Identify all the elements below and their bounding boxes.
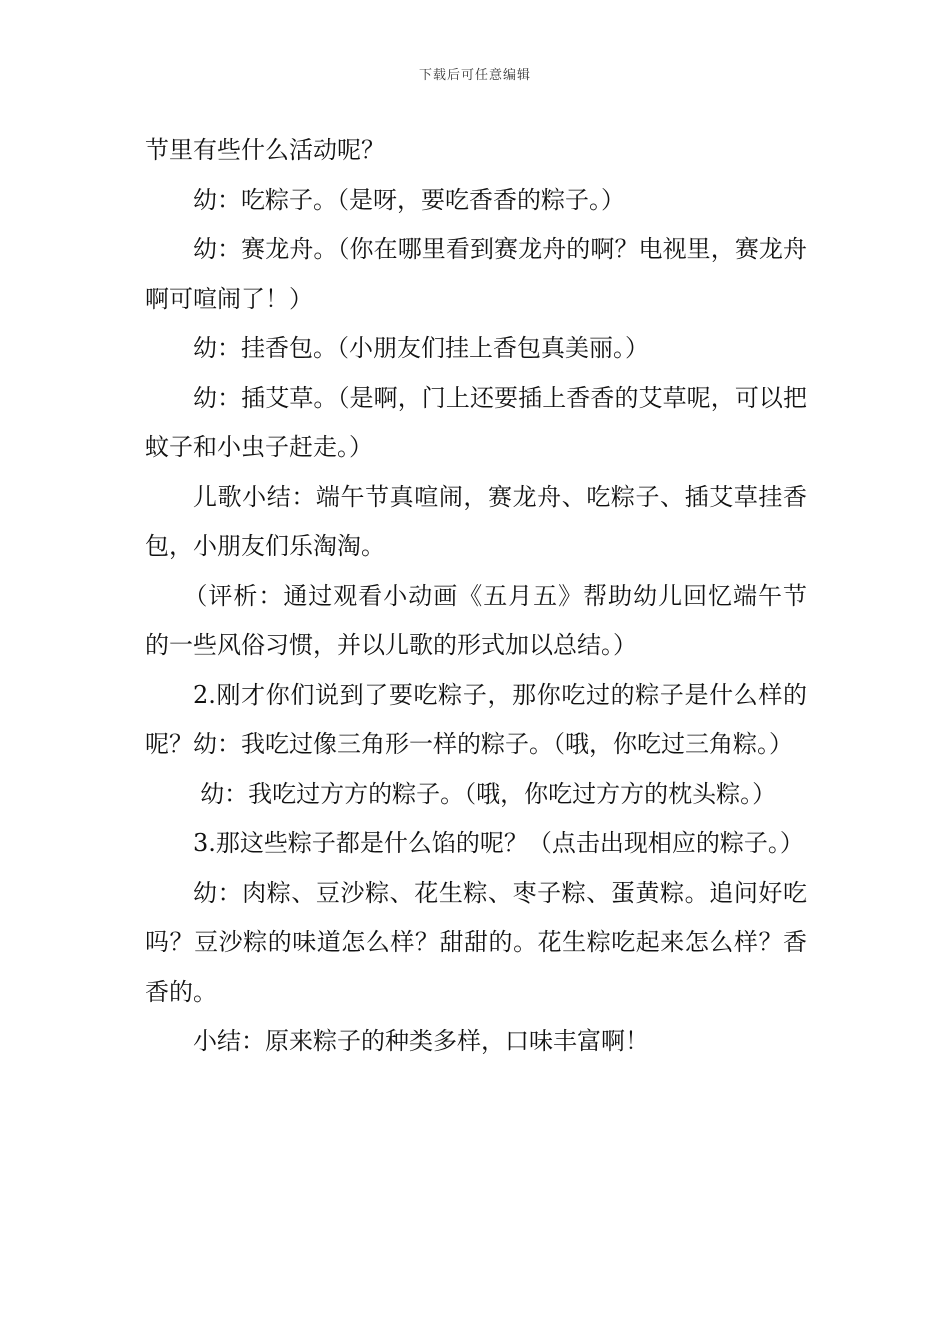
paragraph-question-2: 2.刚才你们说到了要吃粽子，那你吃过的粽子是什么样的呢？幼：我吃过像三角形一样的粽子。（哦，你吃过三角粽。）: [145, 680, 807, 758]
paragraph-final-summary: 小结：原来粽子的种类多样，口味丰富啊！: [193, 1027, 649, 1055]
document-body: [145, 126, 807, 1067]
paragraph-answer-square-zongzi: 幼：我吃过方方的粽子。（哦，你吃过方方的枕头粽。）: [200, 779, 777, 808]
paragraph-answer-dragon-boat: 幼：赛龙舟。（你在哪里看到赛龙舟的啊？电视里，赛龙舟啊可喧闹了！）: [145, 235, 807, 313]
paragraph-answer-zongzi: 幼：吃粽子。（是呀，要吃香香的粽子。）: [193, 185, 625, 214]
paragraph-question-3: 3.那这些粽子都是什么馅的呢？（点击出现相应的粽子。）: [193, 829, 804, 857]
paragraph-answer-fillings: 幼：肉粽、豆沙粽、花生粽、枣子粽、蛋黄粽。追问好吃吗？豆沙粽的味道怎么样？甜甜的。花生粽吃起来怎么样？香香的。: [145, 878, 807, 1006]
paragraph-answer-mugwort: 幼：插艾草。（是啊，门上还要插上香香的艾草呢，可以把蚊子和小虫子赶走。）: [145, 383, 807, 461]
paragraph-answer-sachet: 幼：挂香包。（小朋友们挂上香包真美丽。）: [193, 334, 649, 362]
paragraph-continuation: 节里有些什么活动呢？: [145, 136, 385, 164]
page-header: 下载后可任意编辑: [418, 68, 531, 83]
paragraph-song-summary: 儿歌小结：端午节真喧闹，赛龙舟、吃粽子、插艾草挂香包，小朋友们乐淘淘。: [145, 482, 807, 560]
paragraph-commentary: （评析：通过观看小动画《五月五》帮助幼儿回忆端午节的一些风俗习惯，并以儿歌的形式加以总结。）: [145, 581, 807, 659]
